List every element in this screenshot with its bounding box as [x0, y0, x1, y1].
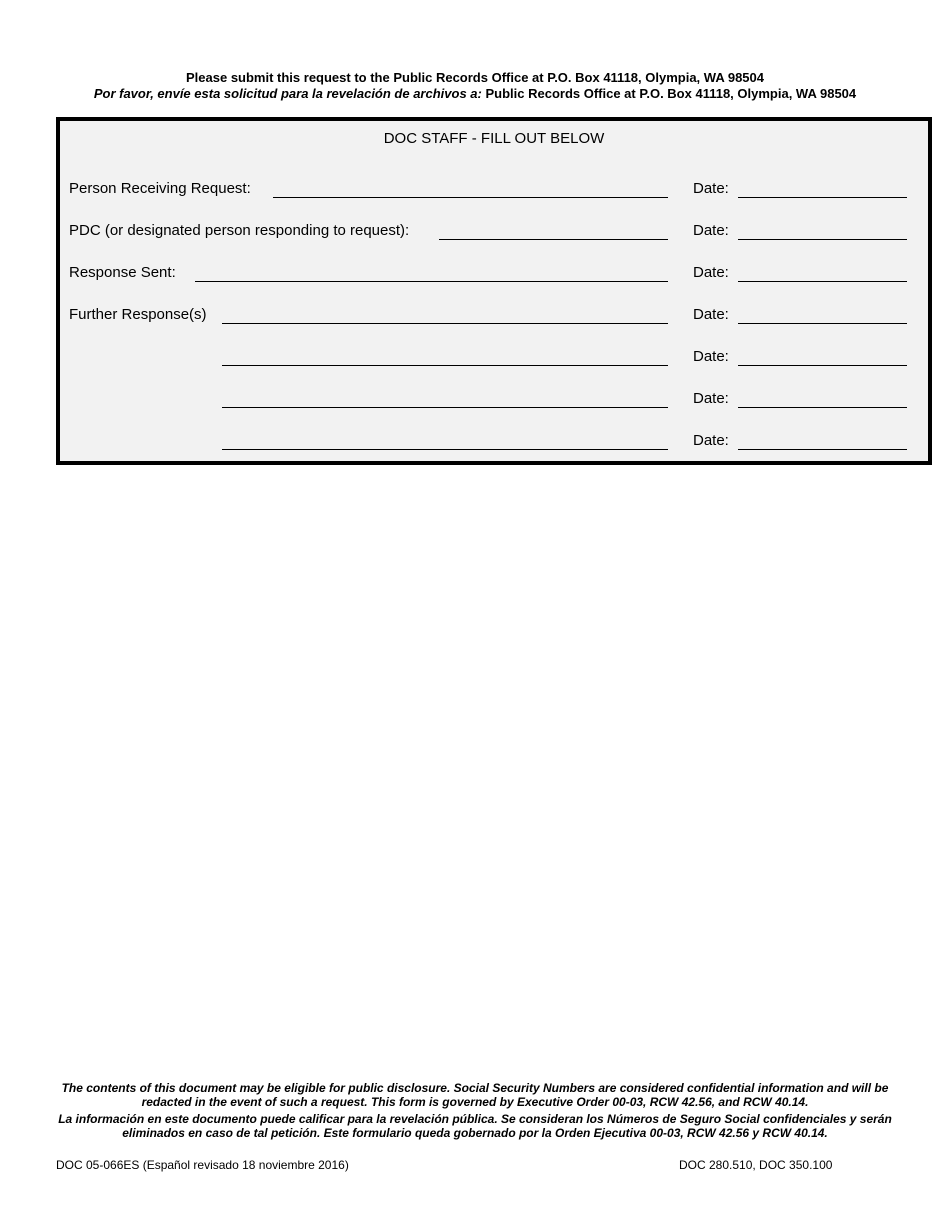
further-response-field-2[interactable] — [222, 365, 668, 366]
instructions-spanish — [0, 86, 950, 102]
form-number: DOC 05-066ES (Español revisado 18 noviembre 2016) — [56, 1158, 349, 1172]
instructions-spanish-address: Public Records Office at P.O. Box 41118, Olympia, WA 98504 — [481, 86, 857, 101]
pdc-date-field[interactable] — [738, 239, 907, 240]
person-receiving-label: Person Receiving Request: — [69, 180, 251, 197]
further-response-date-field-3[interactable] — [738, 407, 907, 408]
date-label: Date: — [693, 348, 729, 365]
date-label: Date: — [693, 432, 729, 449]
instructions-english: Please submit this request to the Public Records Office at P.O. Box 41118, Olympia, WA 98504 — [186, 70, 764, 85]
person-receiving-date-field[interactable] — [738, 197, 907, 198]
instructions-spanish-lead: Por favor, envíe esta solicitud para la revelación de archivos a: — [93, 86, 482, 101]
further-response-field-4[interactable] — [222, 449, 668, 450]
response-sent-row — [60, 260, 928, 284]
further-response-date-field-1[interactable] — [738, 323, 907, 324]
further-response-row — [60, 386, 928, 410]
pdc-label: PDC (or designated person responding to request): — [69, 222, 410, 239]
further-response-field-1[interactable] — [222, 323, 668, 324]
disclosure-notice — [0, 1081, 950, 1143]
submission-instructions — [0, 70, 950, 102]
date-label: Date: — [693, 264, 729, 281]
response-sent-label: Response Sent: — [69, 264, 176, 281]
further-response-label: Further Response(s) — [69, 306, 207, 323]
response-sent-field[interactable] — [195, 281, 668, 282]
pdc-field[interactable] — [439, 239, 668, 240]
pdc-row — [60, 218, 928, 242]
doc-staff-section — [56, 117, 932, 465]
person-receiving-field[interactable] — [273, 197, 668, 198]
further-response-row — [60, 302, 928, 326]
further-response-date-field-4[interactable] — [738, 449, 907, 450]
response-sent-date-field[interactable] — [738, 281, 907, 282]
further-response-row — [60, 344, 928, 368]
date-label: Date: — [693, 390, 729, 407]
date-label: Date: — [693, 180, 729, 197]
policy-references: DOC 280.510, DOC 350.100 — [679, 1158, 833, 1172]
date-label: Date: — [693, 306, 729, 323]
disclosure-notice-spanish: La información en este documento puede calificar para la revelación pública. Se consideran los Números de Seguro Social confidenciales y serán eliminados en caso de tal petición. Este formulario queda gobernado por la Orden Ejecutiva 00-03, RCW 42.56 y RCW 40.14. — [58, 1112, 892, 1140]
disclosure-notice-english: The contents of this document may be eligible for public disclosure. Social Security Numbers are considered confidential information and will be redacted in the event of such a request. This form is governed by Executive Order 00-03, RCW 42.56, and RCW 40.14. — [61, 1081, 889, 1109]
further-response-row — [60, 428, 928, 452]
date-label: Date: — [693, 222, 729, 239]
further-response-date-field-2[interactable] — [738, 365, 907, 366]
person-receiving-row — [60, 176, 928, 200]
staff-section-title: DOC STAFF - FILL OUT BELOW — [383, 130, 605, 147]
further-response-field-3[interactable] — [222, 407, 668, 408]
